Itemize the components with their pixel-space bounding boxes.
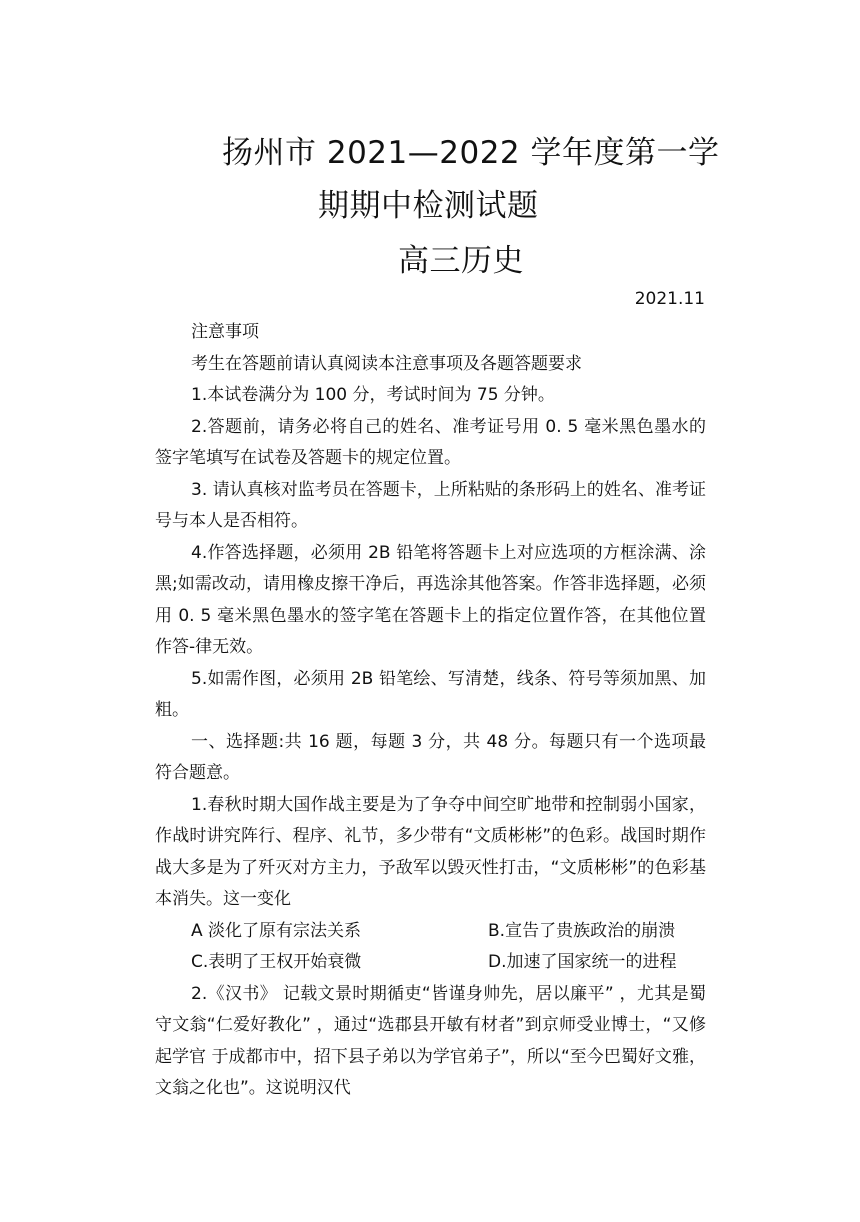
- notice-item: 4.作答选择题，必须用 2B 铅笔将答题卡上对应选项的方框涂满、涂黑;如需改动，请用橡皮擦干净后，再选涂其他答案。作答非选择题，必须用 0. 5 毫米黑色墨水的签字笔在答题卡上的指定位置作答，在其他位置作答-律无效。: [155, 542, 706, 657]
- exam-body: [155, 317, 706, 1105]
- notice-item: 2.答题前，请务必将自己的姓名、准考证号用 0. 5 毫米黑色墨水的签字笔填写在试卷及答题卡的规定位置。: [155, 416, 706, 468]
- notice-heading: 注意事项: [191, 322, 259, 342]
- question-stem: 1.春秋时期大国作战主要是为了争夺中间空旷地带和控制弱小国家，作战时讲究阵行、程序、礼节，多少带有“文质彬彬”的色彩。战国时期作战大多是为了歼灭对方主力，予敌军以毁灭性打击，“文质彬彬”的色彩基本消失。这一变化: [155, 794, 706, 909]
- notice-item: 1.本试卷满分为 100 分，考试时间为 75 分钟。: [191, 385, 555, 405]
- exam-title-line-2: 期期中检测试题: [318, 188, 539, 224]
- question-stem: 2.《汉书》 记载文景时期循吏“皆谨身帅先，居以廉平” ，尤其是蜀守文翁“仁爱好教化” ，通过“选郡县开敏有材者”到京师受业博士，“又修起学官 于成都市中，招下县子弟以为学官弟子”，所以“至今巴蜀好文雅，文翁之化也”。这说明汉代: [155, 983, 706, 1098]
- option-a: A 淡化了原有宗法关系: [191, 920, 362, 941]
- option-row: [155, 916, 706, 948]
- option-b: B.宣告了贵族政治的崩溃: [488, 920, 676, 941]
- notice-intro: 考生在答题前请认真阅读本注意事项及各题答题要求: [191, 353, 582, 374]
- exam-title-line-1: 扬州市 2021—2022 学年度第一学: [222, 135, 720, 171]
- section-instruction: 一、选择题:共 16 题，每题 3 分，共 48 分。每题只有一个选项最符合题意。: [155, 731, 706, 783]
- exam-date: 2021.11: [634, 289, 705, 309]
- notice-item: 3. 请认真核对监考员在答题卡，上所粘贴的条形码上的姓名、准考证号与本人是否相符。: [155, 479, 706, 531]
- notice-item: 5.如需作图，必须用 2B 铅笔绘、写清楚，线条、符号等须加黑、加粗。: [155, 668, 706, 720]
- exam-subject-title: 高三历史: [398, 243, 524, 279]
- option-c: C.表明了王权开始衰微: [191, 952, 362, 972]
- option-d: D.加速了国家统一的进程: [488, 952, 677, 972]
- option-row: [155, 947, 706, 979]
